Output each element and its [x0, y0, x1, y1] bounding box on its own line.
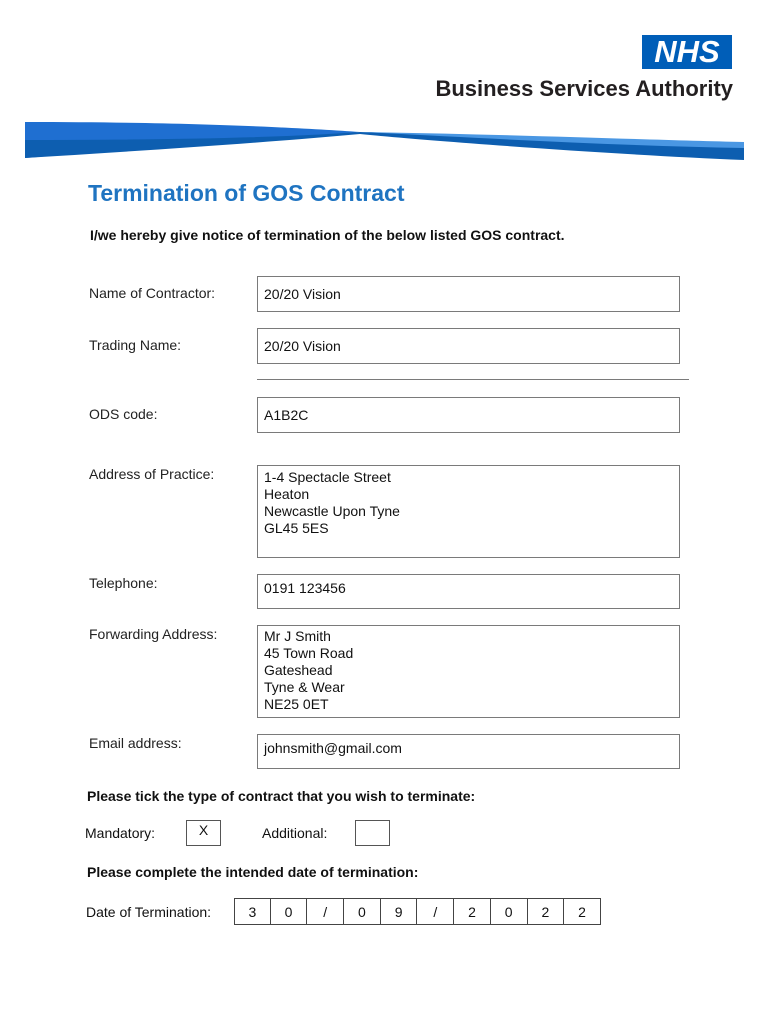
address-line: Gateshead [264, 662, 333, 678]
telephone-label: Telephone: [89, 575, 158, 591]
date-cell[interactable]: 2 [528, 898, 565, 925]
trading-name-label: Trading Name: [89, 337, 182, 353]
date-cell[interactable]: 9 [381, 898, 418, 925]
address-line: Newcastle Upon Tyne [264, 503, 400, 519]
address-line: Tyne & Wear [264, 679, 345, 695]
termination-date-label: Date of Termination: [86, 904, 212, 920]
address-line: NE25 0ET [264, 696, 329, 712]
date-cell[interactable]: 2 [454, 898, 491, 925]
address-line: 45 Town Road [264, 645, 354, 661]
ods-code-label: ODS code: [89, 406, 158, 422]
date-cell[interactable]: 3 [234, 898, 271, 925]
mandatory-checkbox[interactable]: X [186, 820, 221, 846]
termination-date-heading: Please complete the intended date of termination: [87, 864, 419, 880]
form-title: Termination of GOS Contract [88, 180, 405, 206]
address-line: GL45 5ES [264, 520, 329, 536]
date-cell[interactable]: 0 [344, 898, 381, 925]
date-cell[interactable]: 2 [564, 898, 601, 925]
address-line: Heaton [264, 486, 310, 502]
org-name: Business Services Authority [435, 76, 733, 101]
telephone-field[interactable]: 0191 123456 [257, 574, 680, 609]
contractor-label: Name of Contractor: [89, 285, 216, 301]
forwarding-address-label: Forwarding Address: [89, 626, 218, 642]
practice-address-label: Address of Practice: [89, 466, 215, 482]
forwarding-address-field[interactable] [257, 625, 680, 718]
date-cell[interactable]: / [307, 898, 344, 925]
address-line: Mr J Smith [264, 628, 331, 644]
intro-text: I/we hereby give notice of termination of the below listed GOS contract. [90, 227, 565, 243]
email-field[interactable]: johnsmith@gmail.com [257, 734, 680, 769]
date-cell[interactable]: / [417, 898, 454, 925]
additional-label: Additional: [262, 825, 328, 841]
contract-type-heading: Please tick the type of contract that you wish to terminate: [87, 788, 476, 804]
termination-date-field[interactable] [234, 898, 601, 925]
header-banner [0, 118, 770, 168]
additional-checkbox[interactable] [355, 820, 390, 846]
ods-code-field[interactable]: A1B2C [257, 397, 680, 433]
practice-address-field[interactable] [257, 465, 680, 558]
contractor-field[interactable]: 20/20 Vision [257, 276, 680, 312]
address-line: 1-4 Spectacle Street [264, 469, 391, 485]
date-cell[interactable]: 0 [491, 898, 528, 925]
nhs-logo: NHS [642, 35, 732, 69]
mandatory-label: Mandatory: [85, 825, 156, 841]
email-label: Email address: [89, 735, 182, 751]
divider [257, 379, 689, 380]
date-cell[interactable]: 0 [271, 898, 308, 925]
trading-name-field[interactable]: 20/20 Vision [257, 328, 680, 364]
